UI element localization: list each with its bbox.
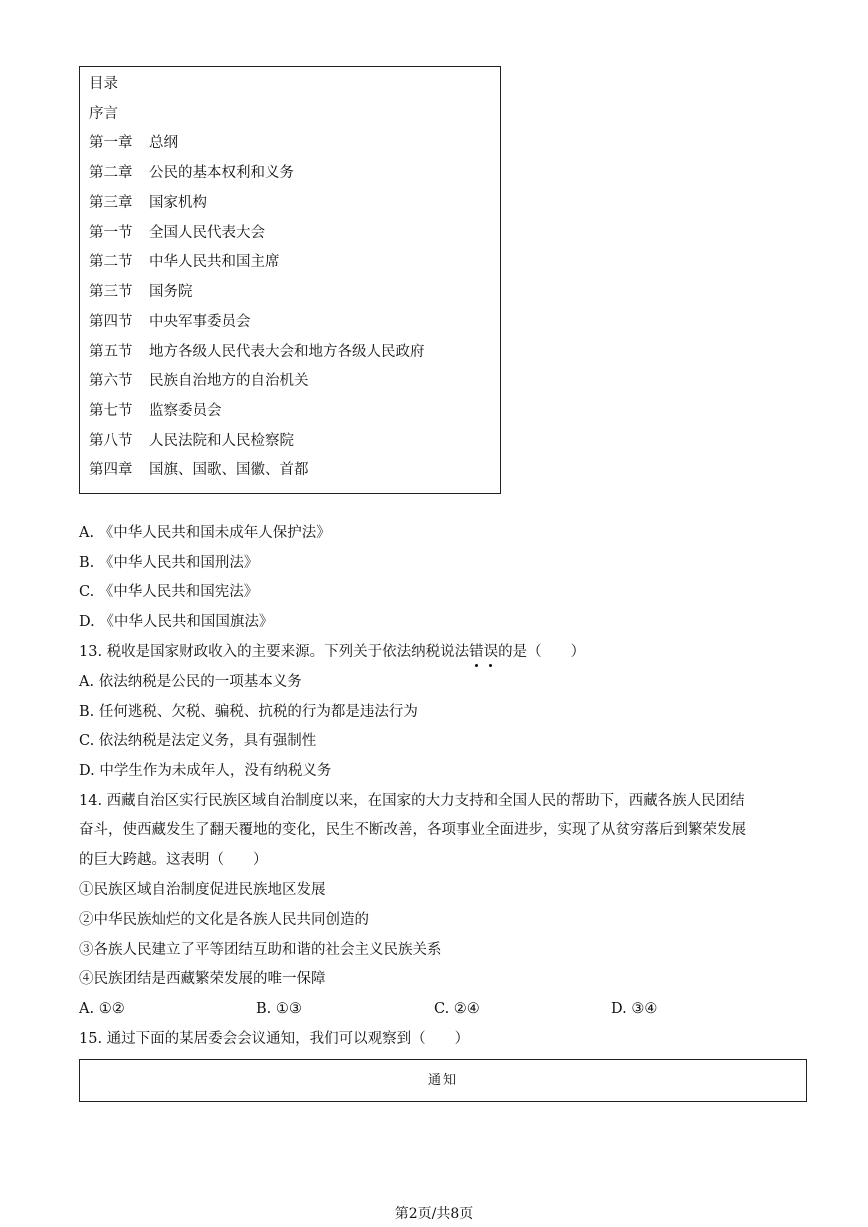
toc-item-title: 监察委员会 [149, 403, 222, 419]
q13-option-d: D. 中学生作为未成年人，没有纳税义务 [79, 763, 332, 779]
toc-item [89, 104, 118, 124]
q14-option-b: B. ①③ [256, 1001, 302, 1017]
toc-item-title: 总纲 [149, 135, 178, 151]
q14-options [79, 998, 779, 1020]
q12-option-d: D. 《中华人民共和国国旗法》 [79, 614, 274, 630]
toc-item-title: 中央军事委员会 [149, 314, 251, 330]
emphasis-char: 错 [469, 641, 484, 663]
toc-item-title: 国家机构 [149, 195, 207, 211]
q12-option-c: C. 《中华人民共和国宪法》 [79, 584, 259, 600]
toc-item [89, 282, 193, 302]
toc-item [89, 252, 280, 272]
toc-heading: 目录 [89, 76, 118, 92]
toc-item [89, 401, 222, 421]
notice-box [79, 1059, 807, 1102]
toc-item-number: 第二节 [89, 254, 133, 270]
toc-item-title: 中华人民共和国主席 [149, 254, 280, 270]
q14-stem-line: 14. 西藏自治区实行民族区域自治制度以来，在国家的大力支持和全国人民的帮助下，西藏各族人民团结 [79, 793, 745, 809]
toc-item-number: 第一节 [89, 225, 133, 241]
toc-item-number: 第三章 [89, 195, 133, 211]
toc-item [89, 133, 178, 153]
q14-statement-2: ②中华民族灿烂的文化是各族人民共同创造的 [79, 912, 369, 928]
toc-item-title: 人民法院和人民检察院 [149, 433, 294, 449]
toc-item [89, 223, 265, 243]
toc-item-number: 第二章 [89, 165, 133, 181]
notice-title: 通知 [427, 1073, 458, 1088]
toc-item-number: 第四章 [89, 462, 133, 478]
toc-item-number: 第四节 [89, 314, 133, 330]
q13-option-c: C. 依法纳税是法定义务，具有强制性 [79, 733, 317, 749]
toc-item [89, 74, 118, 94]
toc-item-number: 第七节 [89, 403, 133, 419]
q13-option-b: B. 任何逃税、欠税、骗税、抗税的行为都是违法行为 [79, 704, 418, 720]
q14-option-a: A. ①② [79, 1001, 125, 1017]
emphasis-char: 误 [484, 641, 499, 663]
q15-stem: 15. 通过下面的某居委会会议通知，我们可以观察到（ ） [79, 1031, 470, 1047]
toc-item [89, 460, 309, 480]
toc-item [89, 193, 207, 213]
toc-item-title: 民族自治地方的自治机关 [149, 373, 309, 389]
toc-item-number: 第六节 [89, 373, 133, 389]
q14-statement-4: ④民族团结是西藏繁荣发展的唯一保障 [79, 971, 326, 987]
toc-preface: 序言 [89, 106, 118, 122]
toc-item-title: 全国人民代表大会 [149, 225, 265, 241]
toc-item [89, 163, 294, 183]
q13-option-a: A. 依法纳税是公民的一项基本义务 [79, 674, 302, 690]
toc-item [89, 312, 251, 332]
toc-item [89, 431, 294, 451]
q14-stem-line: 的巨大跨越。这表明（ ） [79, 852, 268, 868]
toc-item-title: 公民的基本权利和义务 [149, 165, 294, 181]
q14-statement-1: ①民族区域自治制度促进民族地区发展 [79, 882, 326, 898]
q14-statement-3: ③各族人民建立了平等团结互助和谐的社会主义民族关系 [79, 942, 442, 958]
toc-item-number: 第一章 [89, 135, 133, 151]
q13-stem [79, 641, 585, 663]
q14-option-d: D. ③④ [611, 1001, 658, 1017]
toc-item [89, 342, 425, 362]
q12-option-a: A. 《中华人民共和国未成年人保护法》 [79, 525, 331, 541]
toc-item-title: 国旗、国歌、国徽、首都 [149, 462, 309, 478]
q14-option-c: C. ②④ [434, 1001, 480, 1017]
q14-stem-line: 奋斗，使西藏发生了翻天覆地的变化，民生不断改善，各项事业全面进步，实现了从贫穷落后到繁荣发展 [79, 822, 746, 838]
q13-stem-text: 13. 税收是国家财政收入的主要来源。下列关于依法纳税说法 [79, 644, 470, 660]
toc-item-number: 第三节 [89, 284, 133, 300]
q12-option-b: B. 《中华人民共和国刑法》 [79, 555, 259, 571]
toc-box [79, 66, 501, 494]
toc-item-number: 第五节 [89, 344, 133, 360]
page-number: 第2页/共8页 [394, 1206, 474, 1222]
toc-item-title: 地方各级人民代表大会和地方各级人民政府 [149, 344, 425, 360]
toc-item [89, 371, 309, 391]
toc-item-number: 第八节 [89, 433, 133, 449]
toc-item-title: 国务院 [149, 284, 193, 300]
q13-stem-tail: 的是（ ） [498, 644, 586, 660]
